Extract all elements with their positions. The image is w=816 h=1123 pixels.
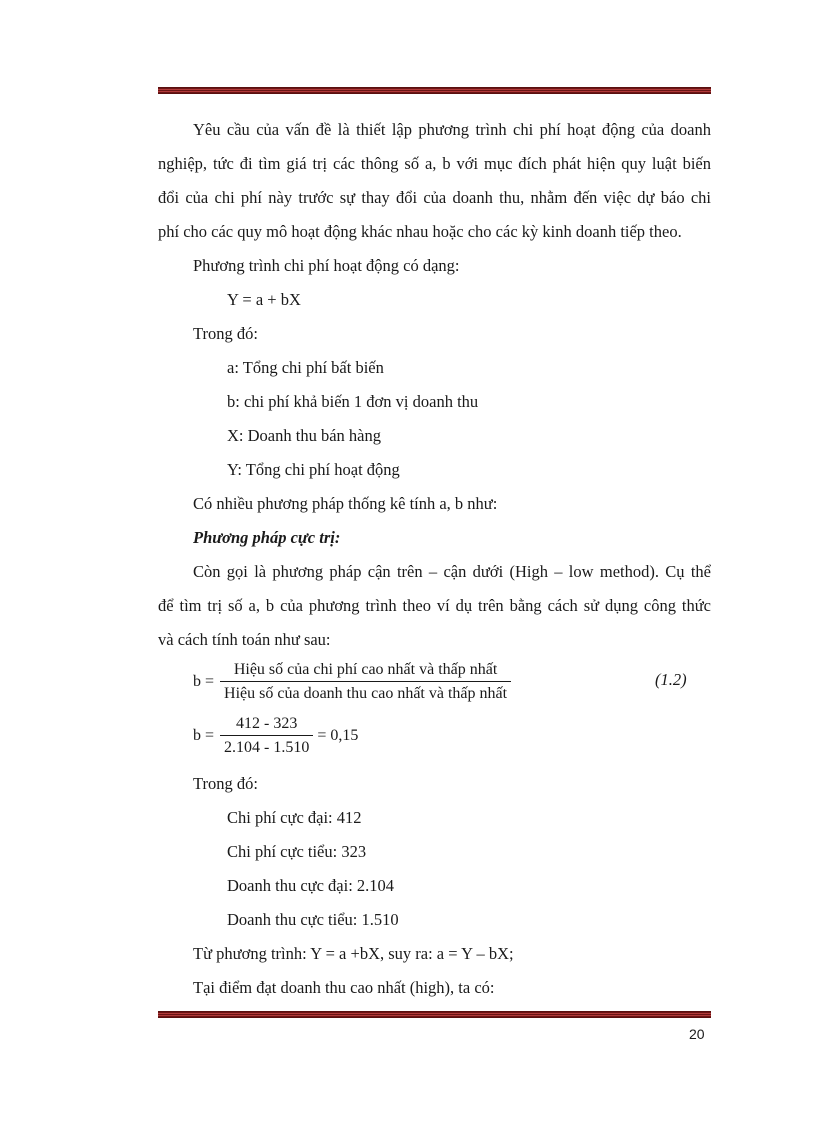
paragraph-line: để tìm trị số a, b của phương trình theo ví dụ trên bằng cách sử dụng công thức <box>158 596 711 615</box>
paragraph-line: phí cho các quy mô hoạt động khác nhau hoặc cho các kỳ kinh doanh tiếp theo. <box>158 222 682 241</box>
paragraph-line: Còn gọi là phương pháp cận trên – cận dưới (High – low method). Cụ thể <box>193 562 711 581</box>
equation-intro: Phương trình chi phí hoạt động có dạng: <box>193 256 460 275</box>
formula-lhs: b = <box>193 673 215 690</box>
page-number: 20 <box>689 1026 705 1042</box>
fraction-denominator: Hiệu số của doanh thu cao nhất và thấp nhất <box>224 685 508 702</box>
methods-intro: Có nhiều phương pháp thống kê tính a, b như: <box>193 494 498 513</box>
where-label: Trong đó: <box>193 774 258 793</box>
fraction-numerator: Hiệu số của chi phí cao nhất và thấp nhất <box>233 661 498 678</box>
fraction-numerator: 412 - 323 <box>236 715 298 732</box>
value-item: Chi phí cực tiểu: 323 <box>227 842 367 861</box>
fraction <box>220 715 313 757</box>
header-rule <box>158 87 711 94</box>
where-label: Trong đó: <box>193 324 258 343</box>
high-point-statement: Tại điểm đạt doanh thu cao nhất (high), ta có: <box>193 978 495 997</box>
fraction-denominator: 2.104 - 1.510 <box>224 739 310 756</box>
paragraph-line: Yêu cầu của vấn đề là thiết lập phương trình chi phí hoạt động của doanh <box>193 120 711 139</box>
value-item: Chi phí cực đại: 412 <box>227 808 362 827</box>
paragraph-line: và cách tính toán như sau: <box>158 630 331 649</box>
value-item: Doanh thu cực đại: 2.104 <box>227 876 395 895</box>
value-item: Doanh thu cực tiểu: 1.510 <box>227 910 399 929</box>
paragraph-line: đổi của chi phí này trước sự thay đổi của doanh thu, nhằm đến việc dự báo chi <box>158 188 711 207</box>
definition-item: Y: Tổng chi phí hoạt động <box>227 460 400 479</box>
definition-item: b: chi phí khả biến 1 đơn vị doanh thu <box>227 392 479 411</box>
definition-item: a: Tổng chi phí bất biến <box>227 358 384 377</box>
method-heading: Phương pháp cực trị: <box>193 528 341 547</box>
definition-item: X: Doanh thu bán hàng <box>227 426 381 445</box>
formula-lhs: b = <box>193 727 215 744</box>
paragraph-line: nghiệp, tức đi tìm giá trị các thông số a, b với mục đích phát hiện quy luật biến <box>158 154 711 173</box>
formula-b-definition <box>193 661 511 703</box>
derivation: Từ phương trình: Y = a +bX, suy ra: a = Y – bX; <box>193 944 514 963</box>
cost-equation: Y = a + bX <box>227 290 301 309</box>
footer-rule <box>158 1011 711 1018</box>
formula-result: = 0,15 <box>317 727 359 744</box>
formula-b-calculation <box>193 715 358 757</box>
equation-number: (1.2) <box>655 670 687 689</box>
fraction <box>220 661 511 703</box>
